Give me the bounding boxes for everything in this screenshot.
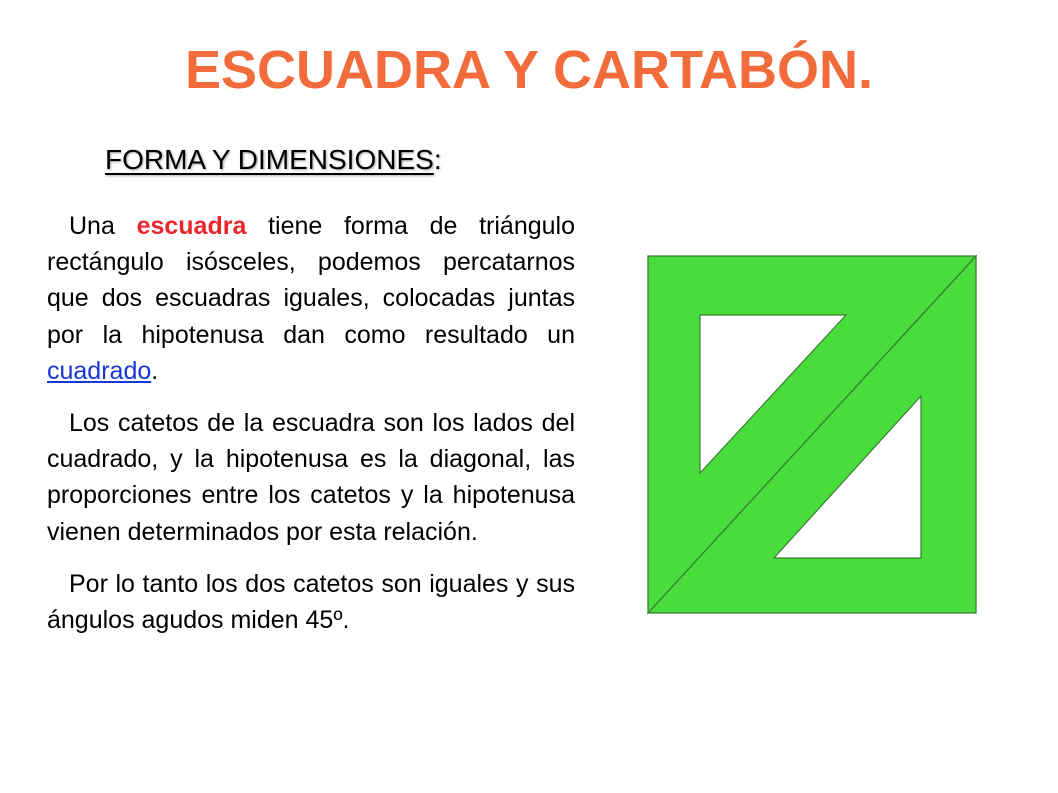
paragraph-catetos: Los catetos de la escuadra son los lados del cuadrado, y la hipotenusa es la diagonal, las proporciones entre los catetos y la hipotenusa vienen determinados por esta relación. [47, 409, 575, 546]
section-subtitle [105, 142, 442, 178]
p1-before: Una [69, 212, 137, 240]
paragraph-angulos: Por lo tanto los dos catetos son iguales y sus ángulos agudos miden 45º. [47, 569, 575, 635]
paragraph-escuadra-definition [47, 208, 575, 389]
p1-after: . [151, 356, 159, 385]
subtitle-colon: : [433, 144, 442, 175]
subtitle-text: FORMA Y DIMENSIONES [105, 144, 434, 175]
cuadrado-link[interactable]: cuadrado [47, 356, 152, 385]
set-squares-figure [644, 252, 978, 616]
slide-title: ESCUADRA Y CARTABÓN. [184, 40, 874, 100]
body-text [47, 208, 575, 638]
p1-middle: tiene forma de triángulo rectángulo isósceles, podemos percatarnos que dos escuadras iguales, colocadas juntas por la hipotenusa dan como resultado un [47, 212, 576, 349]
two-set-squares-forming-square-icon [644, 252, 978, 616]
escuadra-highlight: escuadra [136, 212, 247, 240]
